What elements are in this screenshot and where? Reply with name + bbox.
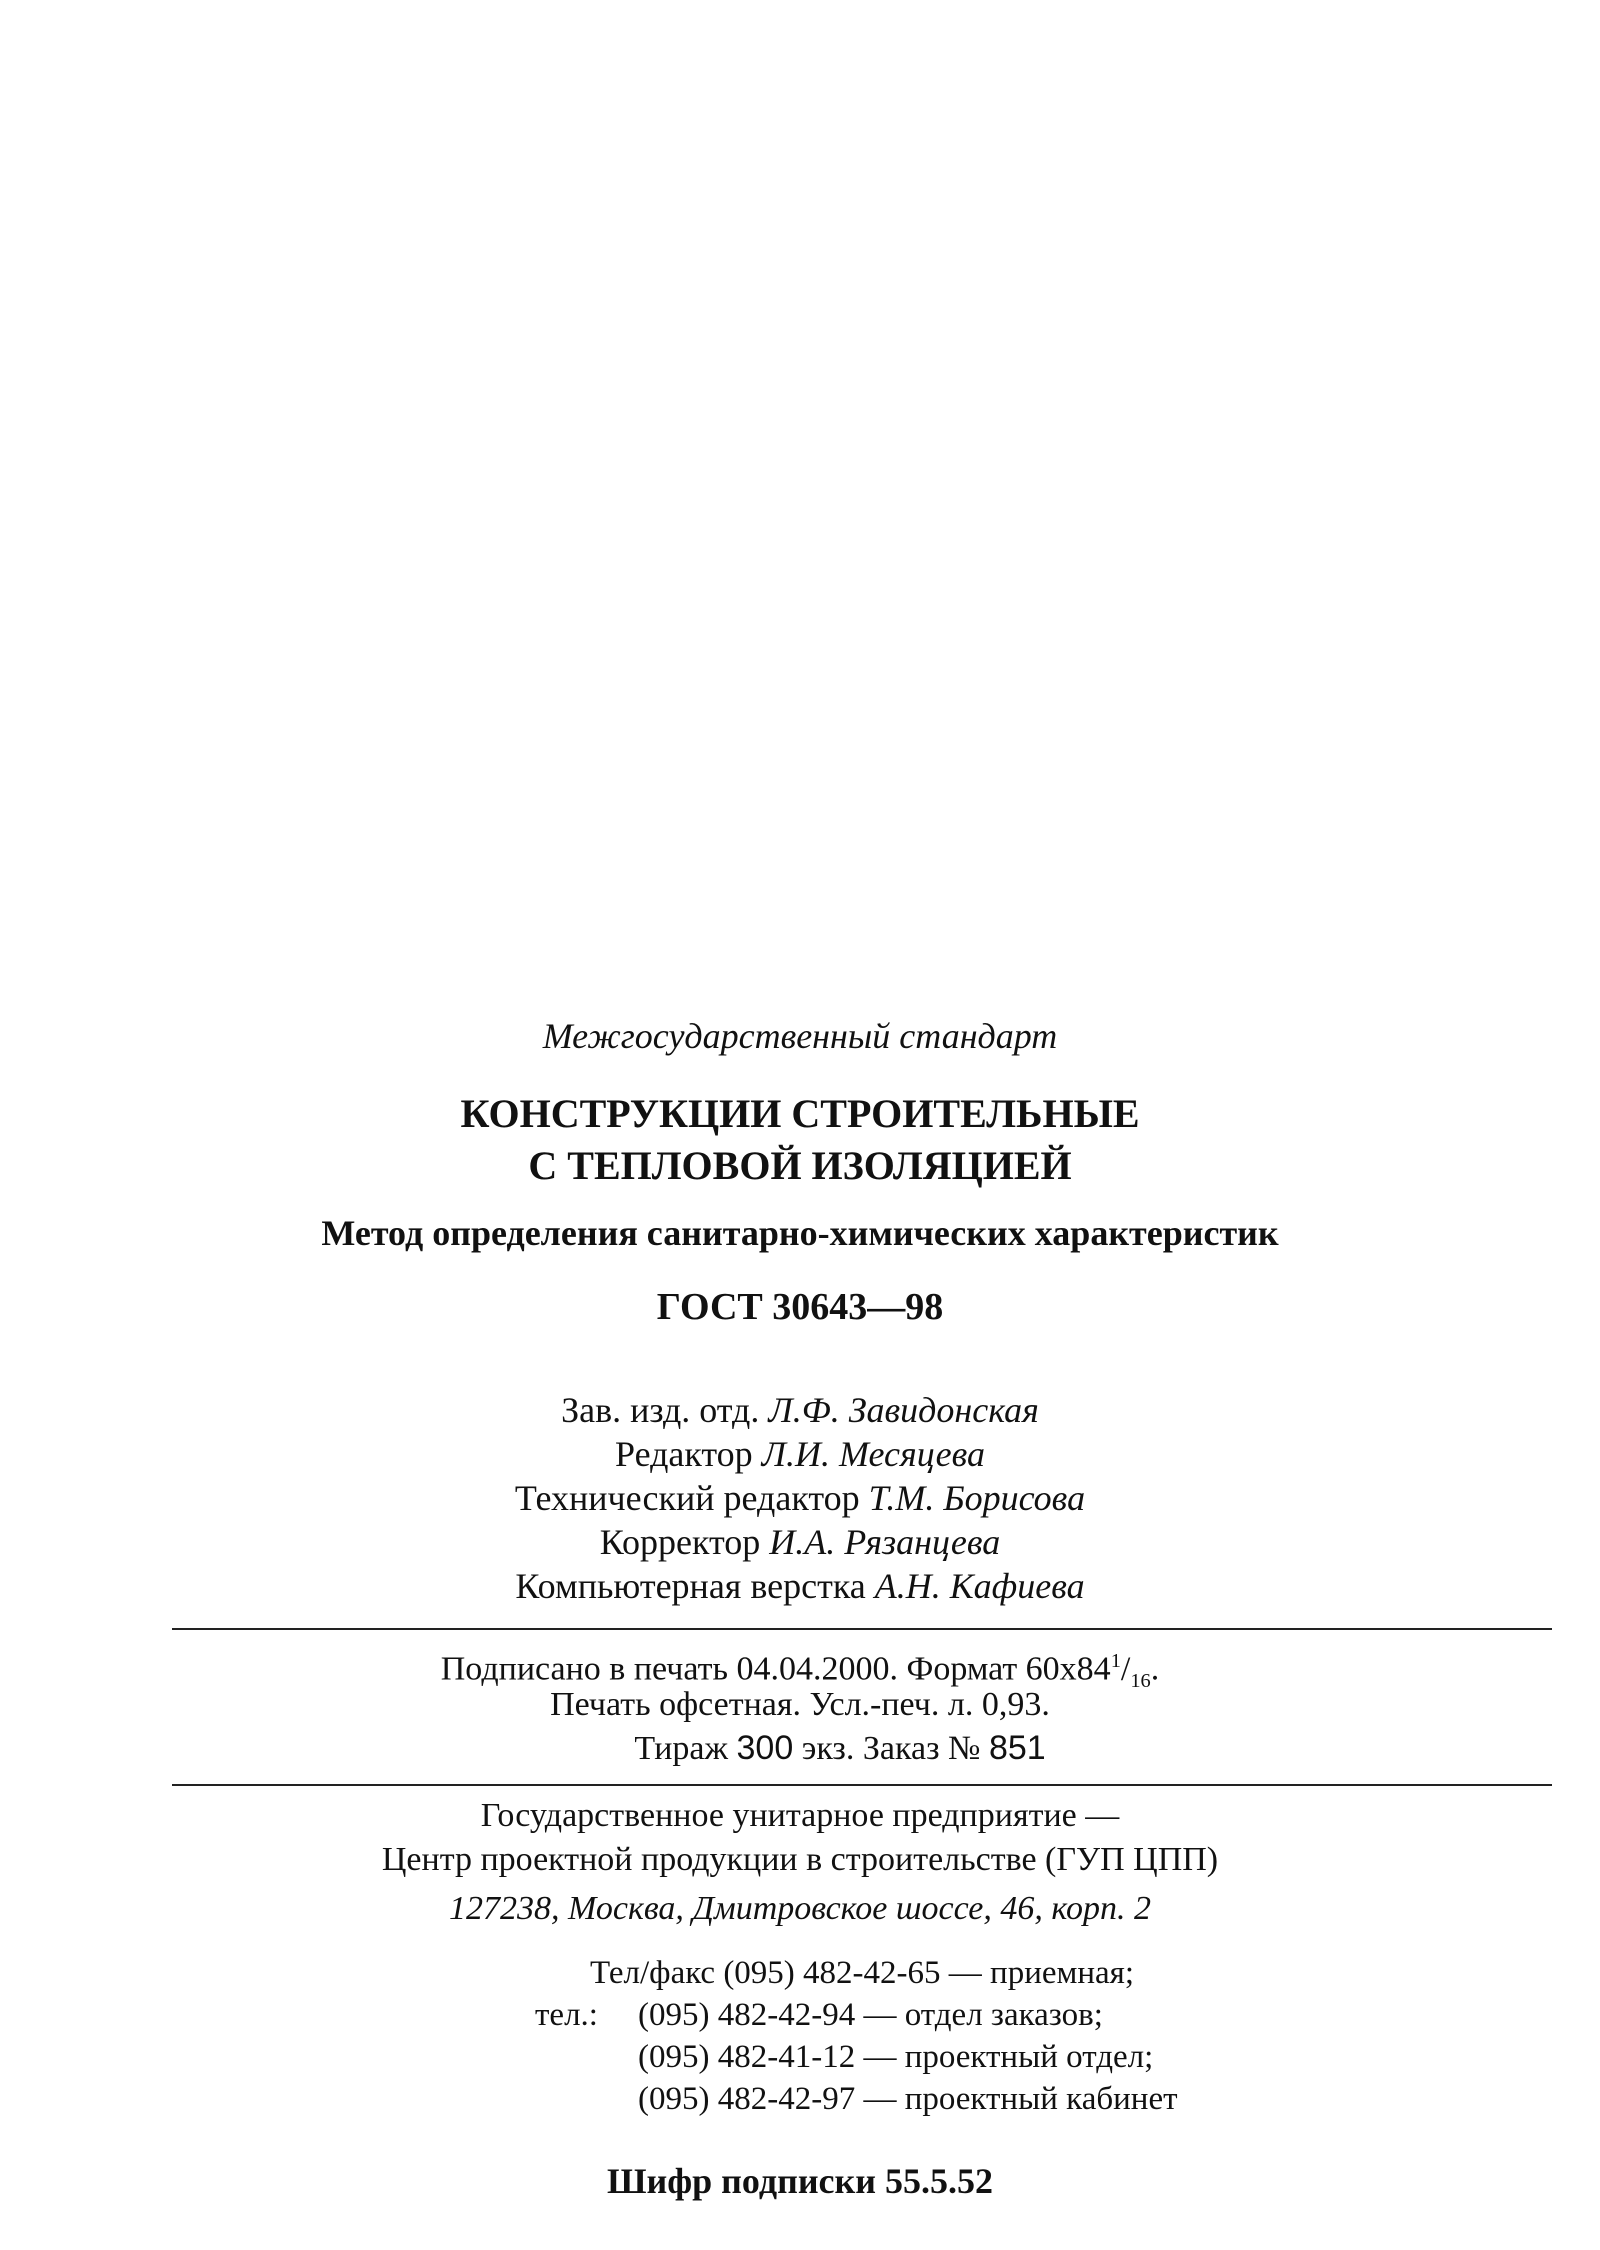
publisher-line-1: Государственное унитарное предприятие — — [480, 1797, 1120, 1834]
format-sup: 1 — [1110, 1650, 1121, 1672]
staff-name: Л.Ф. Завидонская — [768, 1390, 1039, 1430]
contact-tel-project-office: (095) 482-42-97 — проектный кабинет — [638, 2081, 1178, 2117]
staff-name: Т.М. Борисова — [868, 1478, 1086, 1518]
format-sub: 16 — [1130, 1670, 1151, 1693]
staff-role: Редактор — [615, 1434, 753, 1474]
publisher-address: 127238, Москва, Дмитровское шоссе, 46, корп. 2 — [449, 1890, 1151, 1927]
print-offset: Печать офсетная. Усл.-печ. л. 0,93. — [550, 1686, 1050, 1723]
staff-role: Зав. изд. отд. — [561, 1390, 760, 1430]
contact-tel-orders: (095) 482-42-94 — отдел заказов; — [638, 1997, 1103, 2033]
run-value: 300 — [736, 1729, 794, 1767]
publisher-line-2: Центр проектной продукции в строительстве (ГУП ЦПП) — [381, 1841, 1219, 1878]
staff-role: Корректор — [599, 1522, 761, 1562]
print-run — [40, 1727, 1600, 1770]
title-line-1: КОНСТРУКЦИИ СТРОИТЕЛЬНЫЕ — [460, 1091, 1140, 1136]
contact-fax: Тел/факс (095) 482-42-65 — приемная; — [590, 1955, 1135, 1991]
staff-role: Компьютерная верстка — [515, 1566, 866, 1606]
standard-kind: Межгосударственный стандарт — [542, 1016, 1058, 1056]
contact-tel-label: тел.: — [535, 1997, 598, 2033]
print-signed: Подписано в печать 04.04.2000. Формат $60х84^1/_{16}$. — [440, 1650, 1160, 1693]
staff-role: Технический редактор — [514, 1478, 860, 1518]
staff-line-1 — [0, 1388, 1600, 1432]
order-number: 851 — [988, 1729, 1046, 1767]
gost-number: ГОСТ 30643—98 — [656, 1286, 944, 1328]
staff-name: И.А. Рязанцева — [769, 1522, 1001, 1562]
subscription-code: Шифр подписки 55.5.52 — [606, 2161, 994, 2201]
print-signed-text: Подписано в печать 04.04.2000. Формат 60х84 — [440, 1650, 1111, 1688]
staff-line-2 — [0, 1432, 1600, 1476]
contact-tel-project-dept: (095) 482-41-12 — проектный отдел; — [638, 2039, 1154, 2075]
staff-line-3 — [0, 1476, 1600, 1520]
title-line-2: С ТЕПЛОВОЙ ИЗОЛЯЦИЕЙ — [528, 1143, 1072, 1188]
staff-name: Л.И. Месяцева — [761, 1434, 985, 1474]
run-label: Тираж — [634, 1730, 729, 1767]
divider-bottom — [172, 1784, 1552, 1786]
run-unit: экз. Заказ № — [801, 1730, 981, 1767]
divider-top — [172, 1628, 1552, 1630]
staff-name: А.Н. Кафиева — [874, 1566, 1085, 1606]
staff-line-5 — [0, 1564, 1600, 1608]
staff-line-4 — [0, 1520, 1600, 1564]
subtitle: Метод определения санитарно-химических характеристик — [321, 1213, 1279, 1253]
